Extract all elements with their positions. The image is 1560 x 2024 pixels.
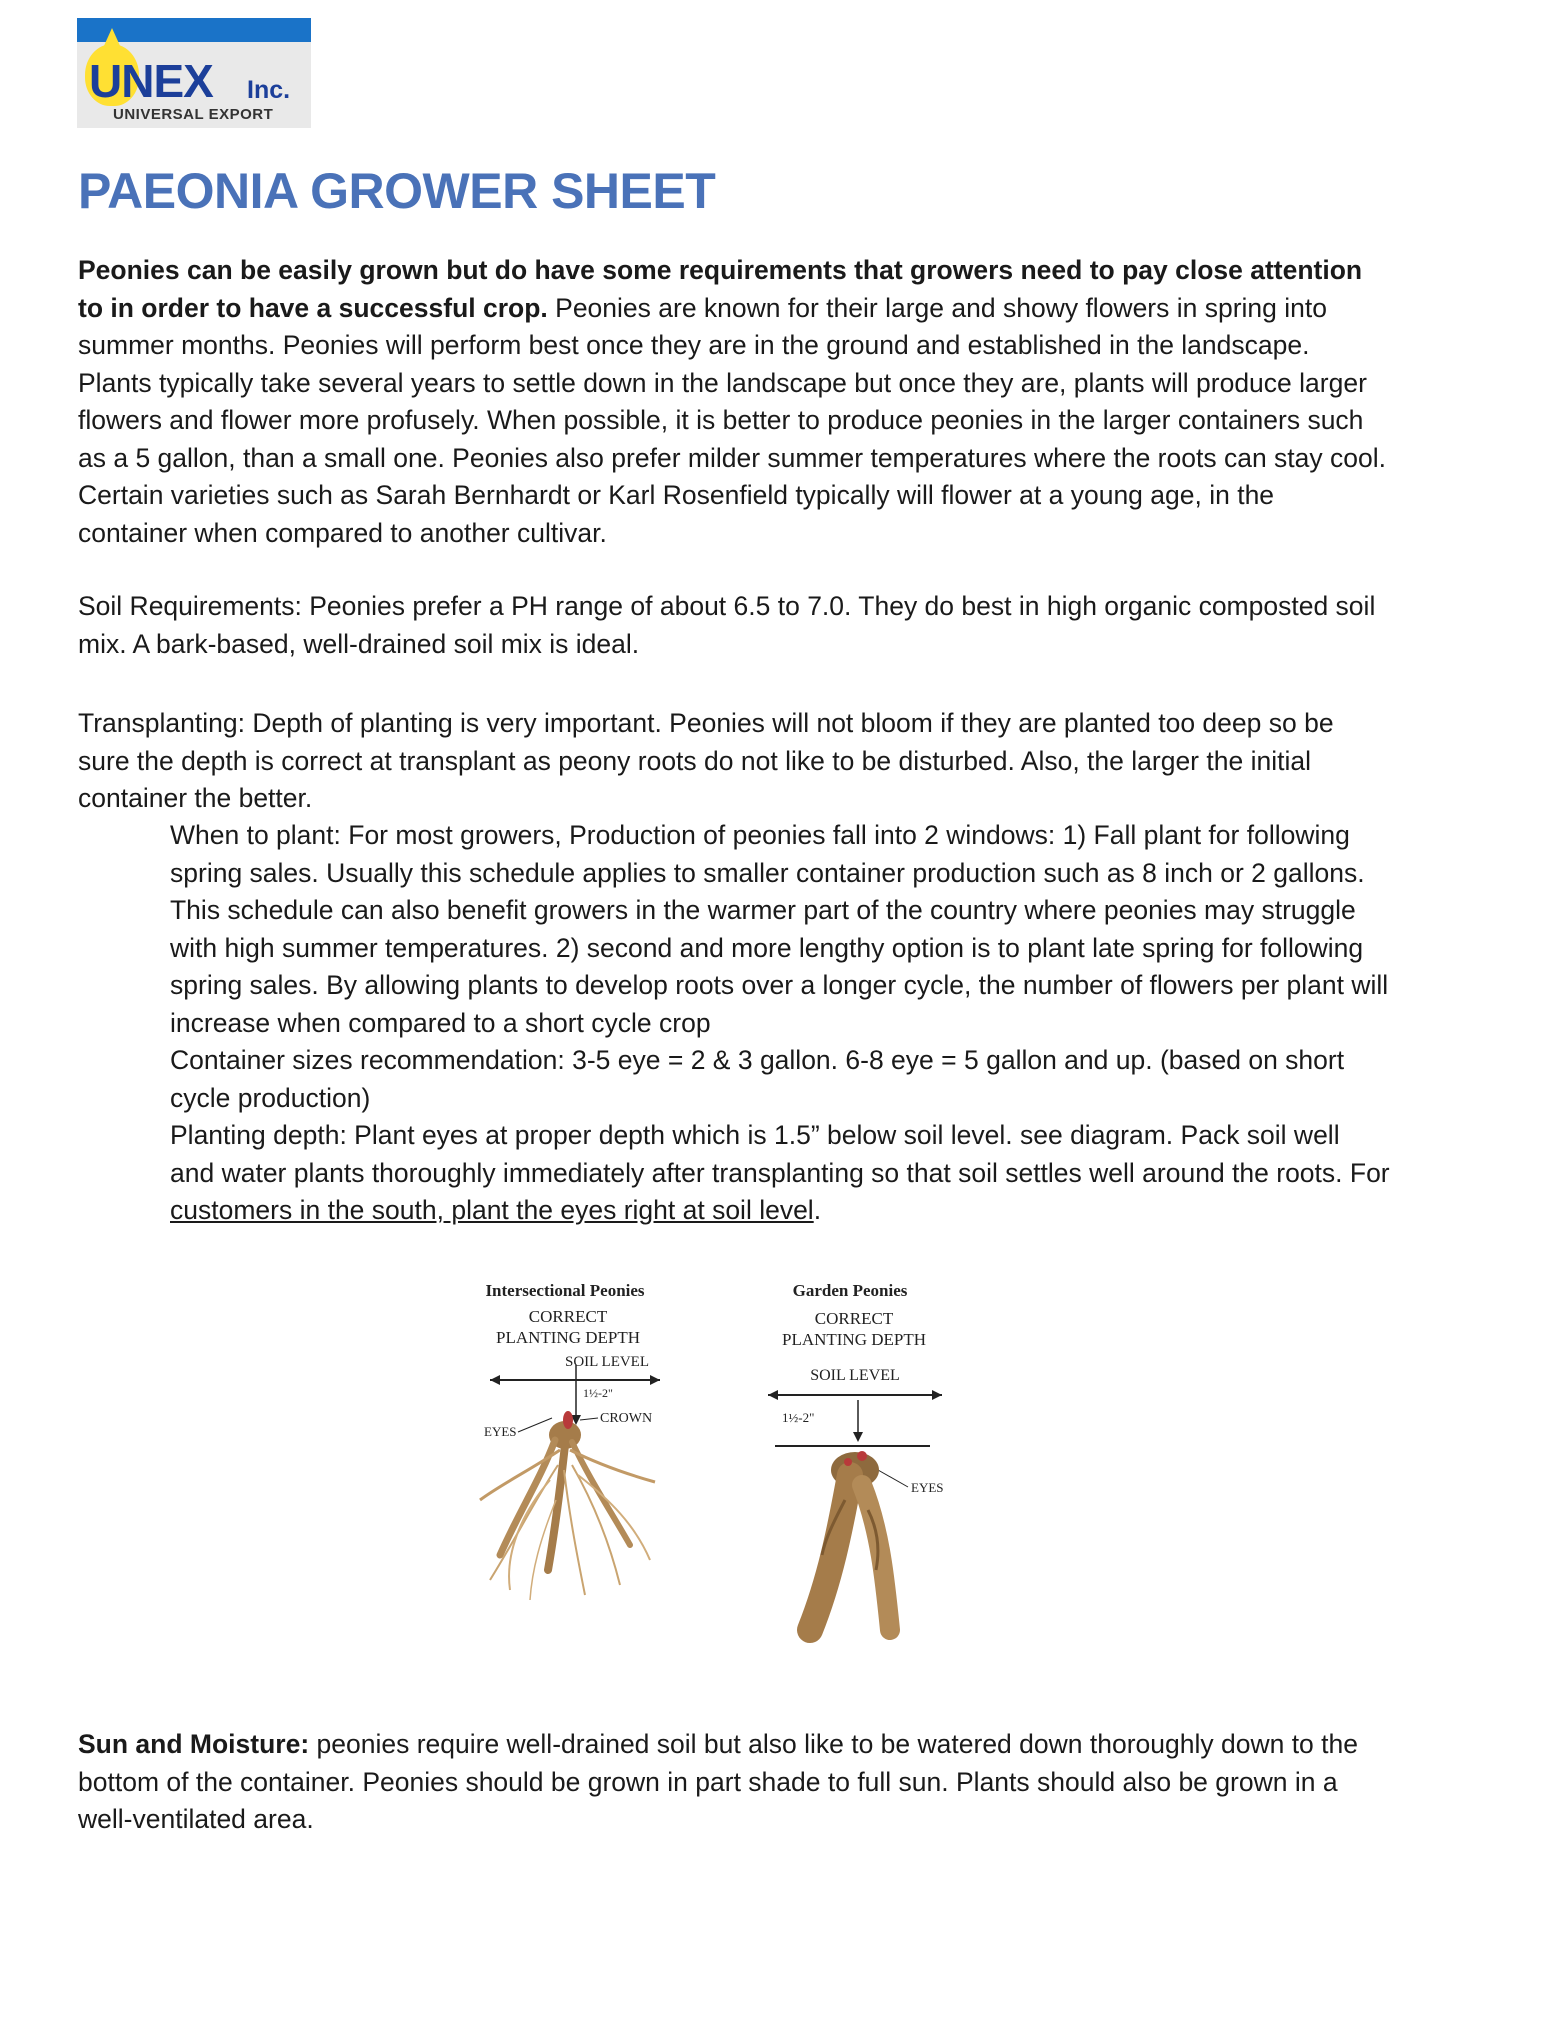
intersectional-planting-depth: PLANTING DEPTH — [495, 1328, 641, 1347]
when-to-plant-body: : For most growers, Production of peonies fall into 2 windows: 1) Fall plant for following spring sales. Usually this schedule applies to smaller container production such as 8 inch or 2 gallons. This schedule can also benefit growers in the warmer part of the country where peonies may struggle with high summer temperatures. 2) second and more lengthy option is to plant late spring for following spring sales. By allowing plants to develop roots over a longer cycle, the number of flowers per plant will increase when compared to a short cycle crop — [170, 820, 1389, 1038]
right-arrow-icon — [650, 1375, 660, 1385]
intersectional-depth-label: 1½-2" — [583, 1386, 613, 1400]
soil-body: : Peonies prefer a PH range of about 6.5 to 7.0. They do best in high organic composted soil mix. A bark-based, well-drained soil mix is ideal. — [78, 591, 1376, 659]
planting-depth-end: . — [813, 1195, 822, 1225]
sun-moisture-body: peonies require well-drained soil but also like to be watered down thoroughly down to the bottom of the container. Peonies should be grown in part shade to full sun. Plants should also be grown in a well-ventilated area. — [78, 1729, 1358, 1834]
when-to-plant-heading: When to plant — [170, 820, 334, 850]
planting-depth-heading: Planting depth — [170, 1120, 340, 1150]
intersectional-soil-level: SOIL LEVEL — [565, 1354, 650, 1370]
soil-paragraph — [78, 588, 1388, 663]
transplanting-paragraph — [78, 705, 1388, 818]
garden-root-image — [810, 1451, 890, 1630]
garden-planting-depth: PLANTING DEPTH — [781, 1330, 927, 1349]
garden-eyes-label: EYES — [911, 1480, 944, 1495]
garden-soil-level: SOIL LEVEL — [810, 1367, 900, 1384]
container-sizes-body: : 3-5 eye = 2 & 3 gallon. 6-8 eye = 5 gallon and up. (based on short cycle production) — [170, 1045, 1345, 1113]
sun-moisture-heading: Sun and Moisture: — [78, 1729, 310, 1759]
garden-header: Garden Peonies — [792, 1281, 908, 1300]
garden-depth-label: 1½-2" — [782, 1410, 815, 1425]
crown-pointer — [580, 1418, 598, 1420]
transplanting-heading: Transplanting — [78, 708, 238, 738]
logo-tagline: UNIVERSAL EXPORT — [113, 106, 274, 123]
garden-correct: CORRECT — [814, 1309, 894, 1328]
right-arrow-icon — [932, 1390, 942, 1400]
intro-body: Peonies are known for their large and showy flowers in spring into summer months. Peonies will perform best once they are in the ground and established in the landscape. Plants typically take several years to settle down in the landscape but once they are, plants will produce larger flowers and flower more profusely. When possible, it is better to produce peonies in the larger containers such as a 5 gallon, than a small one. Peonies also prefer milder summer temperatures where the roots can stay cool. Certain varieties such as Sarah Bernhardt or Karl Rosenfield typically will flower at a young age, in the container when compared to another cultivar. — [78, 292, 1386, 548]
logo-suffix: Inc. — [247, 76, 291, 104]
planting-depth-south-note: customers in the south, plant the eyes right at soil level — [170, 1195, 814, 1225]
intersectional-eyes-label: EYES — [484, 1424, 517, 1439]
sun-moisture-paragraph — [78, 1726, 1388, 1839]
left-arrow-icon — [490, 1375, 500, 1385]
down-arrow-icon — [853, 1432, 863, 1442]
eyes-pointer — [878, 1470, 908, 1487]
garden-peony-diagram — [768, 1281, 944, 1630]
eyes-pointer — [518, 1418, 552, 1432]
container-sizes-heading: Container sizes recommendation — [170, 1045, 558, 1075]
planting-depth-diagram — [460, 1270, 980, 1660]
page-title: PAEONIA GROWER SHEET — [78, 163, 716, 219]
intersectional-crown-label: CROWN — [600, 1411, 653, 1426]
planting-depth-body: : Plant eyes at proper depth which is 1.5” below soil level. see diagram. Pack soil well and water plants thoroughly immediately after transplanting so that soil settles well around the roots. For — [170, 1120, 1390, 1188]
transplanting-body: : Depth of planting is very important. Peonies will not bloom if they are planted too deep so be sure the depth is correct at transplant as peony roots do not like to be disturbed. Also, the larger the initial container the better. — [78, 708, 1334, 813]
soil-heading: Soil Requirements — [78, 591, 295, 621]
intro-paragraph — [78, 252, 1388, 552]
intersectional-correct: CORRECT — [528, 1307, 608, 1326]
intersectional-header: Intersectional Peonies — [485, 1281, 645, 1300]
unex-logo — [77, 18, 311, 128]
when-to-plant-paragraph — [170, 817, 1390, 1230]
left-arrow-icon — [768, 1390, 778, 1400]
intersectional-peony-diagram — [480, 1281, 660, 1600]
intersectional-root-image — [480, 1411, 655, 1600]
logo-brand: UNEX — [89, 55, 213, 107]
intro-lead: Peonies can be easily grown but do have some requirements that growers need to pay close attention to in order to have a successful crop. — [78, 255, 1363, 323]
